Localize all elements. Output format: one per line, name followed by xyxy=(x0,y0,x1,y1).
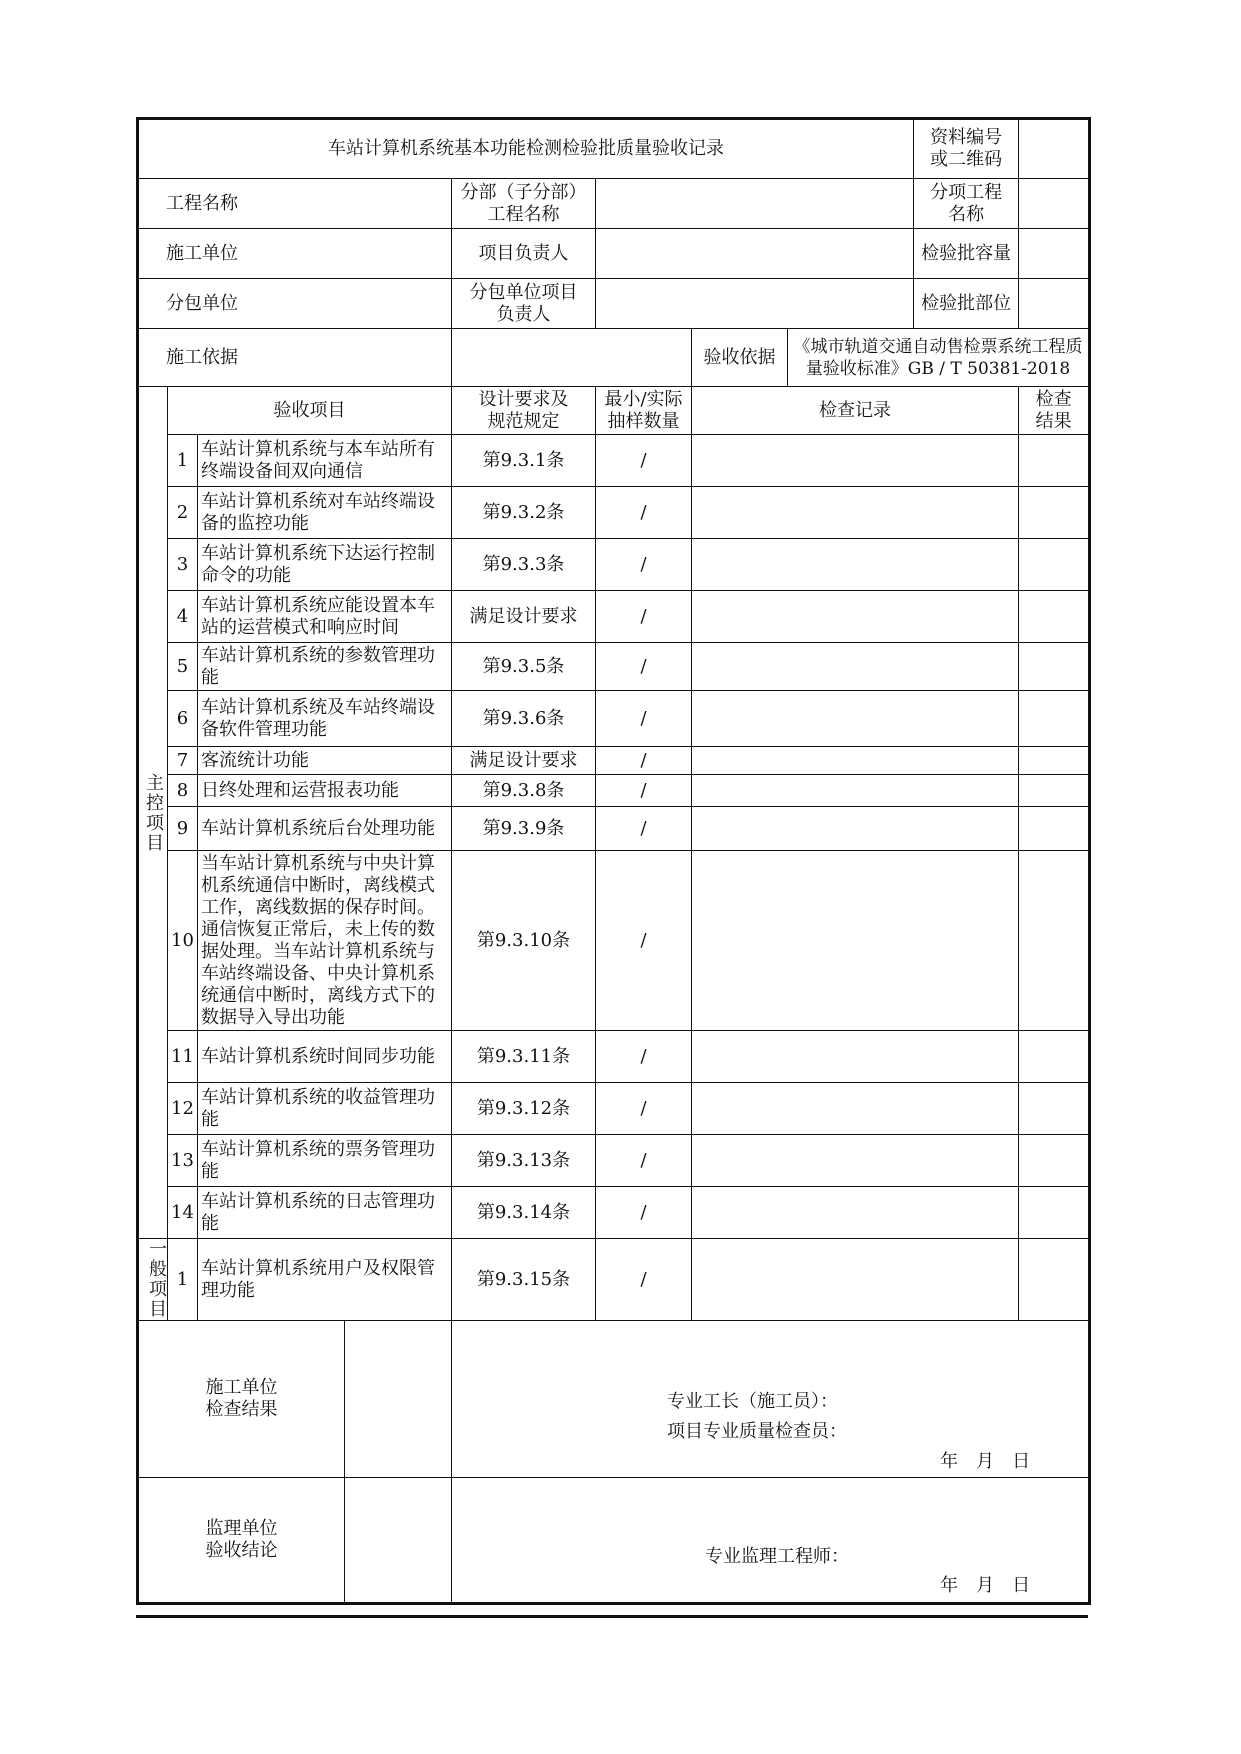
item-requirement: 满足设计要求 xyxy=(452,591,596,643)
contractor-check-body[interactable] xyxy=(452,1321,1090,1478)
table-row xyxy=(138,747,1090,775)
project-name-cell xyxy=(138,179,452,229)
table-row xyxy=(138,591,1090,643)
item-result[interactable] xyxy=(1019,539,1090,591)
table-row xyxy=(138,1083,1090,1135)
item-sample[interactable]: / xyxy=(596,807,692,851)
item-text: 车站计算机系统的参数管理功能 xyxy=(198,643,452,691)
item-sample[interactable]: / xyxy=(596,539,692,591)
item-text: 车站计算机系统及车站终端设备软件管理功能 xyxy=(198,691,452,747)
item-sample[interactable]: / xyxy=(596,435,692,487)
manager-field[interactable] xyxy=(596,229,914,279)
project-name-label: 工程名称 xyxy=(166,192,238,214)
item-number: 12 xyxy=(168,1083,198,1135)
table-row xyxy=(138,1031,1090,1083)
main-control-label: 主控项目 xyxy=(138,387,168,1239)
item-number: 10 xyxy=(168,851,198,1031)
item-sample[interactable]: / xyxy=(596,1135,692,1187)
doc-no-label: 资料编号 或二维码 xyxy=(914,119,1019,179)
basis-field-extension[interactable] xyxy=(452,329,692,387)
acceptance-record-sheet xyxy=(136,117,1088,1605)
item-requirement: 第9.3.15条 xyxy=(452,1239,596,1321)
bottom-rule xyxy=(136,1615,1088,1618)
table-row xyxy=(138,435,1090,487)
table-row xyxy=(138,1187,1090,1239)
item-record[interactable] xyxy=(692,1031,1019,1083)
item-requirement: 第9.3.1条 xyxy=(452,435,596,487)
info-row-contractor xyxy=(138,229,1090,279)
item-record[interactable] xyxy=(692,807,1019,851)
item-requirement: 第9.3.11条 xyxy=(452,1031,596,1083)
item-result[interactable] xyxy=(1019,1187,1090,1239)
contractor-check-cell xyxy=(138,1321,452,1478)
item-text: 车站计算机系统对车站终端设备的监控功能 xyxy=(198,487,452,539)
item-text: 客流统计功能 xyxy=(198,747,452,775)
table-row xyxy=(138,807,1090,851)
column-header-requirement: 设计要求及 规范规定 xyxy=(452,387,596,435)
item-record[interactable] xyxy=(692,775,1019,807)
item-requirement: 满足设计要求 xyxy=(452,747,596,775)
subitem-label: 分项工程 名称 xyxy=(914,179,1019,229)
item-text: 车站计算机系统的日志管理功能 xyxy=(198,1187,452,1239)
inspector-label: 项目专业质量检查员： xyxy=(667,1421,847,1442)
item-text: 车站计算机系统的票务管理功能 xyxy=(198,1135,452,1187)
contractor-check-label: 施工单位 检查结果 xyxy=(139,1321,345,1477)
item-result[interactable] xyxy=(1019,643,1090,691)
item-sample[interactable]: / xyxy=(596,643,692,691)
item-record[interactable] xyxy=(692,435,1019,487)
item-text: 车站计算机系统用户及权限管理功能 xyxy=(198,1239,452,1321)
item-result[interactable] xyxy=(1019,1135,1090,1187)
item-requirement: 第9.3.5条 xyxy=(452,643,596,691)
acceptance-basis-label: 验收依据 xyxy=(692,329,788,387)
item-text: 车站计算机系统与本车站所有终端设备间双向通信 xyxy=(198,435,452,487)
item-requirement: 第9.3.2条 xyxy=(452,487,596,539)
item-record[interactable] xyxy=(692,691,1019,747)
item-number: 14 xyxy=(168,1187,198,1239)
item-sample[interactable]: / xyxy=(596,591,692,643)
item-sample[interactable]: / xyxy=(596,1239,692,1321)
subcontractor-label: 分包单位 xyxy=(166,292,238,314)
item-sample[interactable]: / xyxy=(596,747,692,775)
item-number: 13 xyxy=(168,1135,198,1187)
item-requirement: 第9.3.9条 xyxy=(452,807,596,851)
item-result[interactable] xyxy=(1019,1239,1090,1321)
basis-label: 施工依据 xyxy=(166,346,238,368)
table-row xyxy=(138,775,1090,807)
table-row xyxy=(138,487,1090,539)
table-row xyxy=(138,643,1090,691)
item-number: 9 xyxy=(168,807,198,851)
item-requirement: 第9.3.8条 xyxy=(452,775,596,807)
item-requirement: 第9.3.6条 xyxy=(452,691,596,747)
location-field[interactable] xyxy=(1019,279,1090,329)
item-requirement: 第9.3.13条 xyxy=(452,1135,596,1187)
item-text: 车站计算机系统应能设置本车站的运营模式和响应时间 xyxy=(198,591,452,643)
item-number: 6 xyxy=(168,691,198,747)
subcontractor-cell xyxy=(138,279,452,329)
item-result[interactable] xyxy=(1019,591,1090,643)
capacity-field[interactable] xyxy=(1019,229,1090,279)
item-record[interactable] xyxy=(692,1135,1019,1187)
item-result[interactable] xyxy=(1019,487,1090,539)
table-row xyxy=(138,1239,1090,1321)
item-requirement: 第9.3.10条 xyxy=(452,851,596,1031)
general-label-clip: 一般项目 xyxy=(146,1239,167,1319)
item-result[interactable] xyxy=(1019,435,1090,487)
item-result[interactable] xyxy=(1019,747,1090,775)
contractor-cell xyxy=(138,229,452,279)
basis-cell xyxy=(138,329,452,387)
item-sample[interactable]: / xyxy=(596,851,692,1031)
table-row xyxy=(138,851,1090,1031)
item-record[interactable] xyxy=(692,643,1019,691)
table-row xyxy=(138,1135,1090,1187)
item-number: 8 xyxy=(168,775,198,807)
item-text: 车站计算机系统的收益管理功能 xyxy=(198,1083,452,1135)
sub-manager-field[interactable] xyxy=(596,279,914,329)
item-number: 4 xyxy=(168,591,198,643)
supervisor-engineer-label: 专业监理工程师： xyxy=(705,1546,849,1567)
contractor-label: 施工单位 xyxy=(166,242,238,264)
item-sample[interactable]: / xyxy=(596,487,692,539)
item-text: 车站计算机系统时间同步功能 xyxy=(198,1031,452,1083)
item-record[interactable] xyxy=(692,539,1019,591)
supervisor-check-row xyxy=(138,1478,1090,1604)
acceptance-table xyxy=(136,117,1091,1605)
item-record[interactable] xyxy=(692,747,1019,775)
item-requirement: 第9.3.14条 xyxy=(452,1187,596,1239)
item-number: 7 xyxy=(168,747,198,775)
item-result[interactable] xyxy=(1019,1083,1090,1135)
item-result[interactable] xyxy=(1019,807,1090,851)
supervisor-check-cell xyxy=(138,1478,452,1604)
column-header-record: 检查记录 xyxy=(692,387,1019,435)
manager-label: 项目负责人 xyxy=(452,229,596,279)
item-result[interactable] xyxy=(1019,691,1090,747)
acceptance-basis-value: 《城市轨道交通自动售检票系统工程质量验收标准》GB / T 50381-2018 xyxy=(788,329,1090,387)
item-number: 11 xyxy=(168,1031,198,1083)
item-sample[interactable]: / xyxy=(596,691,692,747)
table-row xyxy=(138,691,1090,747)
item-sample[interactable]: / xyxy=(596,1083,692,1135)
item-text: 车站计算机系统下达运行控制命令的功能 xyxy=(198,539,452,591)
item-number: 1 xyxy=(168,1239,198,1321)
item-record[interactable] xyxy=(692,487,1019,539)
supervisor-check-label: 监理单位 验收结论 xyxy=(139,1478,345,1602)
item-result[interactable] xyxy=(1019,1031,1090,1083)
column-header-result: 检查 结果 xyxy=(1019,387,1090,435)
sub-manager-label: 分包单位项目 负责人 xyxy=(452,279,596,329)
contractor-check-row xyxy=(138,1321,1090,1478)
item-record[interactable] xyxy=(692,851,1019,1031)
supervisor-date-label: 年 月 日 xyxy=(940,1575,1031,1596)
subdivision-label: 分部（子分部） 工程名称 xyxy=(452,179,596,229)
item-text: 日终处理和运营报表功能 xyxy=(198,775,452,807)
column-header-row xyxy=(138,387,1090,435)
general-label xyxy=(138,1239,168,1321)
item-text: 车站计算机系统后台处理功能 xyxy=(198,807,452,851)
item-sample[interactable]: / xyxy=(596,1187,692,1239)
item-sample[interactable]: / xyxy=(596,1031,692,1083)
table-row xyxy=(138,539,1090,591)
subitem-field[interactable] xyxy=(1019,179,1090,229)
item-record[interactable] xyxy=(692,591,1019,643)
item-record[interactable] xyxy=(692,1083,1019,1135)
info-row-project xyxy=(138,179,1090,229)
contractor-check-spacer xyxy=(345,1321,451,1477)
doc-no-field[interactable] xyxy=(1019,119,1090,179)
column-header-item: 验收项目 xyxy=(168,387,452,435)
item-result[interactable] xyxy=(1019,851,1090,1031)
supervisor-check-body[interactable] xyxy=(452,1478,1090,1604)
subdivision-field[interactable] xyxy=(596,179,914,229)
page-title: 车站计算机系统基本功能检测检验批质量验收记录 xyxy=(138,119,914,179)
item-number: 3 xyxy=(168,539,198,591)
supervisor-check-spacer xyxy=(345,1478,451,1602)
item-number: 1 xyxy=(168,435,198,487)
item-number: 5 xyxy=(168,643,198,691)
item-number: 2 xyxy=(168,487,198,539)
capacity-label: 检验批容量 xyxy=(914,229,1019,279)
item-result[interactable] xyxy=(1019,775,1090,807)
item-text xyxy=(198,851,452,1031)
item-record[interactable] xyxy=(692,1239,1019,1321)
item-requirement: 第9.3.12条 xyxy=(452,1083,596,1135)
info-row-basis xyxy=(138,329,1090,387)
item-record[interactable] xyxy=(692,1187,1019,1239)
item-requirement: 第9.3.3条 xyxy=(452,539,596,591)
info-row-subcontractor xyxy=(138,279,1090,329)
location-label: 检验批部位 xyxy=(914,279,1019,329)
contractor-date-label: 年 月 日 xyxy=(940,1451,1031,1472)
title-row xyxy=(138,119,1090,179)
item-sample[interactable]: / xyxy=(596,775,692,807)
foreman-label: 专业工长（施工员）： xyxy=(667,1391,838,1412)
column-header-sample: 最小/实际 抽样数量 xyxy=(596,387,692,435)
item-text-clip: 当车站计算机系统与中央计算机系统通信中断时，离线模式工作，离线数据的保存时间。通信恢复正常后，未上传的数据处理。当车站计算机系统与车站终端设备、中央计算机系统通信中断时，离线方式下的数据导入导出功能 xyxy=(201,853,435,1027)
